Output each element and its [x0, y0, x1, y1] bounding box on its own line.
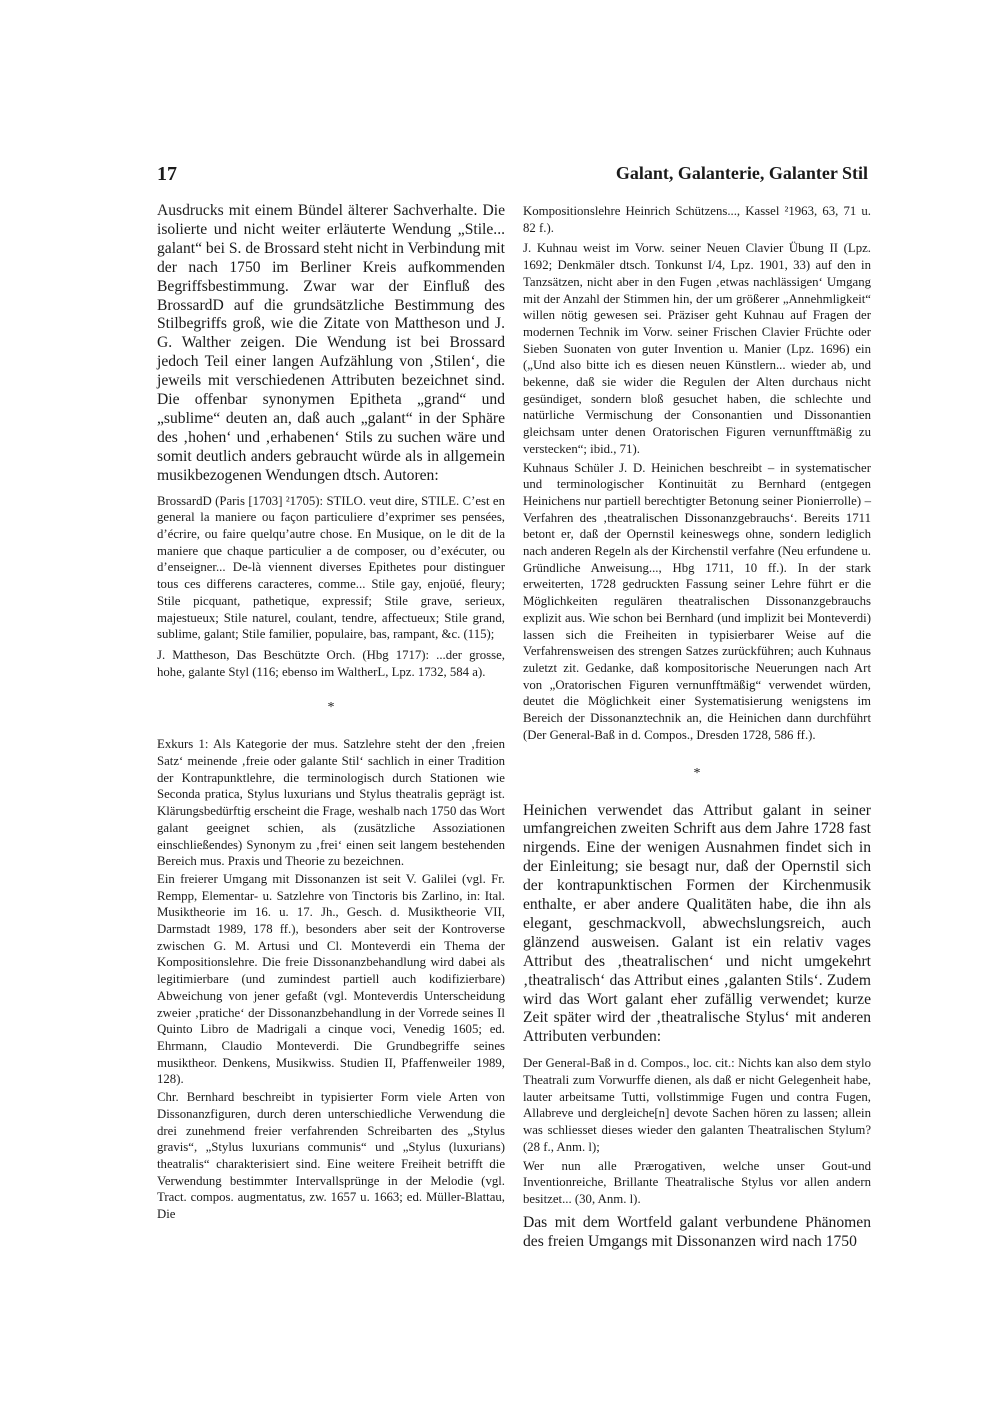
section-star: * [327, 700, 335, 716]
section-star-right: * [693, 765, 701, 781]
quote-brossard: BrossardD (Paris [1703] ²1705): STILO. veut dire, STILE. C’est en general la maniere ou façon particuliere d’exprimer ses pensées, d’écrire, ou faire quelqu’autre chose. En Musique, on le dit de la maniere que chaque particulier a de composer, ou d’exécuter, ou d’enseigner... De-là viennent diverses Epithetes pour distinguer tous ces differens caracteres, comme... Stile gay, enjoüé, fleury; Stile picquant, pathetique, expressif; Stile grave, serieux, majestueux; Stile naturel, coulant, tendre, affectueux; Stile grand, sublime, galant; Stile familier, populaire, bas, rampant, &c. (115); [157, 493, 505, 642]
right-final-paragraph: Das mit dem Wortfeld galant verbundene Phänomen des freien Umgangs mit Dissonanzen wird nach 1750 [523, 1213, 871, 1250]
quote-prerogatives: Wer nun alle Prærogativen, welche unser Gout-und Inventionreiche, Brillante Theatralische Stylus vor allen andern besitzet... (30, Anm. l). [523, 1158, 871, 1206]
excursus-paragraph-3: Chr. Bernhard beschreibt in typisierter Form viele Arten von Dissonanzfiguren, durch deren unterschiedliche Verwendung die drei zunehmend freier verfahrenden Schreibarten des „Stylus gravis“, „Stylus luxurians communis“ und „Stylus (luxurians) theatralis“ charakterisiert sind. Eine weitere Freiheit betrifft die Verwendung bestimmter Intervallsprünge in der Melodie (vgl. Tract. compos. augmentatus, zw. 1657 u. 1663; ed. Müller-Blattau, Die [157, 1090, 505, 1222]
quote-general-bass: Der General-Baß in d. Compos., loc. cit.: Nichts kan also dem stylo Theatrali zum Vorwurffe dienen, als daß er nicht Gelegenheit habe, lauter arbeitsame Tutti, vollstimmige Fugen und contra Fugen, Allabreve und dergleiche[n] devote Sachen hören zu lassen; allein was schliesset dieses wieder den galanten Theatralischen Stylum? (28 f., Anm. l); [523, 1056, 871, 1154]
left-paragraph-1: Ausdrucks mit einem Bündel älterer Sachverhalte. Die isolierte und nicht weiter erläuterte Wendung „Stile... galant“ bei S. de Brossard steht nicht in Verbindung mit der nach 1750 im Berliner Kreis aufkommenden Begriffsbestimmung. Zwar war der Einfluß des BrossardD auf die grundsätzliche Bestimmung des Stilbegriffs groß, wie die Zitate von Mattheson und J. G. Walther zeigen. Die Wendung ist bei Brossard jedoch Teil einer langen Aufzählung von ‚Stilen‘, die jeweils mit verschiedenen Attributen bezeichnet sind. Die offenbar synonymen Epitheta „grand“ und „sublime“ deuten an, daß auch „galant“ in der Sphäre des ‚hohen‘ und ‚erhabenen‘ Stils zu suchen wäre und somit deutlich anders gebraucht würde als in allgemein musikbezogenen Wendungen dtsch. Autoren: [157, 202, 505, 484]
quote-mattheson: J. Mattheson, Das Beschützte Orch. (Hbg 1717): ...der grosse, hohe, galante Styl (116; ebenso im WaltherL, Lpz. 1732, 584 a). [157, 647, 505, 679]
running-title: Galant, Galanterie, Galanter Stil [615, 163, 868, 183]
right-paragraph-kuhnau: J. Kuhnau weist im Vorw. seiner Neuen Clavier Übung II (Lpz. 1692; Denkmäler dtsch. Tonkunst I/4, Lpz. 1901, 33) auf den in Tanzsätzen, nicht aber in den Fugen ‚etwas nachlässigen‘ Umgang mit der Anzahl der Stimmen hin, der um größerer „Annehmligkeit“ willen nötig gewesen sei. Präziser geht Kuhnau auf Fragen der modernen Technik im Vorw. seiner Frischen Clavier Früchte oder Sieben Suonaten von guter Invention u. Manier (Lpz. 1696) ein („Und also bitte ich es diesen neuen Künstlern... wieder ab, und bekenne, daß sie wider die Regulen der Alten durchaus nicht gesündiget, sondern bloß gesuchet haben, die schlechte und natürliche Vermischung der Consonantien und Dissonantien gleichsam unter denen Oratorischen Figuren vernunfftmäßig zu verstecken“; ibid., 71). [523, 241, 871, 456]
right-paragraph-heinichen: Kuhnaus Schüler J. D. Heinichen beschreibt – in systematischer und terminologischer Kontinuität zu Bernhard (entgegen Heinichens nur partiell berechtigter Betonung seiner Pionierrolle) – Verfahren des ‚theatralischen Dissonanzgebrauchs‘. Bereits 1711 betont er, daß der Opernstil keineswegs ohne, sondern lediglich nach anderen Regeln als der Kirchenstil verfahre (Neu erfundene u. Gründliche Anweisung..., Hbg 1711, 10 ff.). In der stark erweiterten, 1728 gedruckten Fassung seiner Lehre führt er die Möglichkeiten regulären theatralischen Dissonanzgebrauchs explizit aus. Wie schon bei Bernhard (und implizit bei Monteverdi) lassen sich die Freiheiten in typisierbarer Weise auf die Verfahrensweisen des strengen Satzes zurückführen; auch Kuhnaus zuletzt zit. Gedanke, daß kompositorische Neuerungen nach Art von „Oratorischen Figuren vernunfftmäßig“ verwendet würden, deutet die Möglichkeit einer Systematisierung wenigstens im Bereich der Dissonanztechnik an, die Heinichen dann durchführt (Der General-Baß in d. Compos., Dresden 1728, 586 ff.). [523, 460, 871, 742]
left-column [157, 200, 505, 1223]
page-number: 17 [157, 163, 177, 185]
excursus-paragraph-1: Exkurs 1: Als Kategorie der mus. Satzlehre steht der den ‚freien Satz‘ meinende ‚freie oder galante Stil‘ sachlich in einer Tradition der Kontrapunktlehre, die terminologisch durch Stationen wie Seconda pratica, Stylus luxurians und Stylus theatralis geprägt ist. Klärungsbedürftig erscheint die Frage, weshalb nach 1750 das Wort galant geeignet schien, als (zusätzliche Assoziationen einschließendes) Synonym zu ‚frei‘ einen seit langem bestehenden Bereich mus. Praxis und Theorie zu bezeichnen. [157, 737, 505, 869]
right-body-paragraph: Heinichen verwendet das Attribut galant in seiner umfangreichen zweiten Schrift aus dem Jahre 1728 fast nirgends. Eine der wenigen Ausnahmen findet sich in der Einleitung; sie besagt nur, daß der Opernstil sich der kontrapunktischen Formen der Kirchenmusik enthalte, er aber andere Qualitäten habe, die ihn als elegant, geschmackvoll, abwechslungsreich, auch glänzend ausweisen. Galant ist ein relativ vages Attribut des ‚theatralischen‘ und nicht umgekehrt ‚theatralisch‘ das Attribut eines ‚galanten Stils‘. Zudem wird das Wort galant eher zufällig verwendet; kurze Zeit später wird der ‚theatralische Stylus‘ mit anderen Attributen verbunden: [523, 801, 871, 1046]
excursus-paragraph-2: Ein freierer Umgang mit Dissonanzen ist seit V. Galilei (vgl. Fr. Rempp, Elementar- u. Satzlehre von Tinctoris bis Zarlino, in: Ital. Musiktheorie im 16. u. 17. Jh., Gesch. d. Musiktheorie VII, Darmstadt 1989, 178 ff.), besonders aber seit der Kontroverse zwischen G. M. Artusi und Cl. Monteverdi ein Thema der Kompositionslehre. Die freie Dissonanzbehandlung wird dabei als legitimierbare (und zumindest partiell auch kodifizierbare) Abweichung von jener gefaßt (vgl. Monteverdis Unterscheidung zweier ‚pratiche‘ der Dissonanzbehandlung in der Vorrede seines Il Quinto Libro de Madrigali a cinque voci, Venedig 1605; ed. Ehrmann, Claudio Monteverdi. Die Grundbegriffe seines musiktheor. Denkens, Musikwiss. Studien II, Pfaffenweiler 1989, 128). [157, 871, 505, 1087]
right-paragraph-1: Kompositionslehre Heinrich Schützens..., Kassel ²1963, 63, 71 u. 82 f.). [523, 204, 871, 235]
right-column [523, 200, 871, 1251]
